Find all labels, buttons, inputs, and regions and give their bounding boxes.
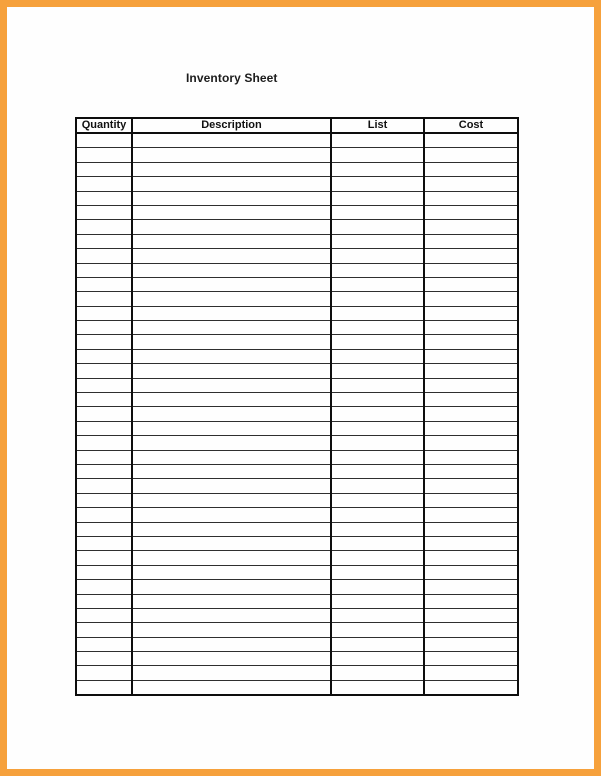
table-row [76,321,518,335]
empty-cell [76,306,132,320]
empty-cell [76,608,132,622]
table-row [76,436,518,450]
empty-cell [132,249,331,263]
empty-cell [331,493,424,507]
empty-cell [331,536,424,550]
table-row [76,551,518,565]
table-row [76,306,518,320]
empty-cell [76,393,132,407]
empty-cell [132,608,331,622]
empty-cell [331,450,424,464]
empty-cell [132,378,331,392]
empty-cell [424,306,518,320]
empty-cell [76,680,132,695]
empty-cell [424,623,518,637]
empty-cell [331,220,424,234]
empty-cell [424,277,518,291]
empty-cell [424,666,518,680]
table-row [76,177,518,191]
inventory-table [75,117,519,696]
empty-cell [331,205,424,219]
empty-cell [424,508,518,522]
table-row [76,508,518,522]
empty-cell [424,522,518,536]
empty-cell [132,450,331,464]
empty-cell [132,407,331,421]
column-header-list: List [331,118,424,133]
empty-cell [331,306,424,320]
empty-cell [424,580,518,594]
empty-cell [424,220,518,234]
empty-cell [331,234,424,248]
empty-cell [76,277,132,291]
empty-cell [76,493,132,507]
empty-cell [132,522,331,536]
empty-cell [424,680,518,695]
empty-cell [76,407,132,421]
table-row [76,565,518,579]
empty-cell [132,364,331,378]
empty-cell [424,133,518,148]
table-row [76,623,518,637]
empty-cell [424,493,518,507]
empty-cell [132,623,331,637]
empty-cell [331,133,424,148]
table-row [76,680,518,695]
empty-cell [331,249,424,263]
empty-cell [76,637,132,651]
table-body [76,133,518,695]
empty-cell [132,191,331,205]
table-row [76,608,518,622]
empty-cell [424,536,518,550]
empty-cell [76,177,132,191]
table-row [76,191,518,205]
empty-cell [424,565,518,579]
empty-cell [132,177,331,191]
empty-cell [76,249,132,263]
empty-cell [424,349,518,363]
empty-cell [424,407,518,421]
empty-cell [331,436,424,450]
empty-cell [132,133,331,148]
empty-cell [424,263,518,277]
table-row [76,421,518,435]
empty-cell [424,436,518,450]
empty-cell [76,522,132,536]
empty-cell [76,551,132,565]
empty-cell [424,335,518,349]
table-row [76,536,518,550]
empty-cell [132,205,331,219]
empty-cell [76,205,132,219]
empty-cell [132,652,331,666]
empty-cell [132,479,331,493]
empty-cell [76,378,132,392]
empty-cell [331,623,424,637]
empty-cell [132,321,331,335]
empty-cell [331,637,424,651]
table-row [76,666,518,680]
empty-cell [424,249,518,263]
empty-cell [132,666,331,680]
empty-cell [331,608,424,622]
column-header-quantity: Quantity [76,118,132,133]
empty-cell [76,565,132,579]
empty-cell [424,652,518,666]
empty-cell [76,148,132,162]
empty-cell [132,536,331,550]
table-row [76,292,518,306]
empty-cell [132,263,331,277]
empty-cell [132,637,331,651]
empty-cell [132,306,331,320]
empty-cell [132,335,331,349]
table-row [76,162,518,176]
empty-cell [76,652,132,666]
column-header-cost: Cost [424,118,518,133]
empty-cell [331,551,424,565]
empty-cell [424,479,518,493]
table-row [76,393,518,407]
table-row [76,580,518,594]
empty-cell [132,349,331,363]
table-row [76,349,518,363]
empty-cell [132,436,331,450]
empty-cell [76,421,132,435]
empty-cell [132,292,331,306]
empty-cell [132,580,331,594]
empty-cell [76,594,132,608]
empty-cell [132,148,331,162]
empty-cell [76,133,132,148]
empty-cell [424,594,518,608]
empty-cell [132,493,331,507]
empty-cell [331,349,424,363]
empty-cell [331,666,424,680]
empty-cell [76,580,132,594]
empty-cell [132,277,331,291]
column-header-description: Description [132,118,331,133]
empty-cell [331,148,424,162]
empty-cell [424,464,518,478]
empty-cell [76,349,132,363]
empty-cell [76,191,132,205]
empty-cell [424,148,518,162]
empty-cell [424,364,518,378]
empty-cell [76,666,132,680]
table-row [76,263,518,277]
empty-cell [76,335,132,349]
table-row [76,249,518,263]
empty-cell [424,234,518,248]
empty-cell [76,464,132,478]
empty-cell [331,162,424,176]
empty-cell [424,292,518,306]
empty-cell [76,162,132,176]
table-row [76,407,518,421]
empty-cell [331,421,424,435]
table-row [76,493,518,507]
empty-cell [132,421,331,435]
empty-cell [424,177,518,191]
empty-cell [76,292,132,306]
empty-cell [331,263,424,277]
page-title: Inventory Sheet [186,71,278,85]
empty-cell [424,378,518,392]
empty-cell [132,234,331,248]
empty-cell [424,205,518,219]
table-row [76,652,518,666]
table-row [76,378,518,392]
empty-cell [331,680,424,695]
table-row [76,450,518,464]
table-row [76,335,518,349]
empty-cell [331,277,424,291]
empty-cell [331,335,424,349]
table-row [76,220,518,234]
empty-cell [76,479,132,493]
table-row [76,464,518,478]
empty-cell [331,479,424,493]
empty-cell [132,594,331,608]
empty-cell [424,421,518,435]
table-row [76,133,518,148]
empty-cell [132,162,331,176]
empty-cell [331,464,424,478]
empty-cell [331,565,424,579]
empty-cell [132,565,331,579]
empty-cell [331,580,424,594]
empty-cell [331,594,424,608]
table-row [76,148,518,162]
table-row [76,364,518,378]
empty-cell [331,407,424,421]
empty-cell [76,220,132,234]
empty-cell [424,162,518,176]
table-row [76,594,518,608]
empty-cell [76,536,132,550]
table-row [76,277,518,291]
empty-cell [424,551,518,565]
empty-cell [424,393,518,407]
empty-cell [331,321,424,335]
empty-cell [132,220,331,234]
empty-cell [331,378,424,392]
empty-cell [331,522,424,536]
empty-cell [76,450,132,464]
empty-cell [331,652,424,666]
header-row [76,118,518,133]
empty-cell [331,393,424,407]
empty-cell [331,508,424,522]
empty-cell [76,263,132,277]
empty-cell [331,191,424,205]
empty-cell [424,608,518,622]
empty-cell [132,393,331,407]
empty-cell [76,364,132,378]
empty-cell [76,508,132,522]
table-row [76,234,518,248]
table-row [76,522,518,536]
empty-cell [132,464,331,478]
empty-cell [76,234,132,248]
empty-cell [424,450,518,464]
empty-cell [132,508,331,522]
table-row [76,637,518,651]
empty-cell [132,551,331,565]
empty-cell [331,292,424,306]
table-row [76,479,518,493]
empty-cell [424,637,518,651]
empty-cell [424,321,518,335]
table-row [76,205,518,219]
empty-cell [76,321,132,335]
empty-cell [331,364,424,378]
empty-cell [76,623,132,637]
empty-cell [76,436,132,450]
empty-cell [132,680,331,695]
empty-cell [424,191,518,205]
empty-cell [331,177,424,191]
